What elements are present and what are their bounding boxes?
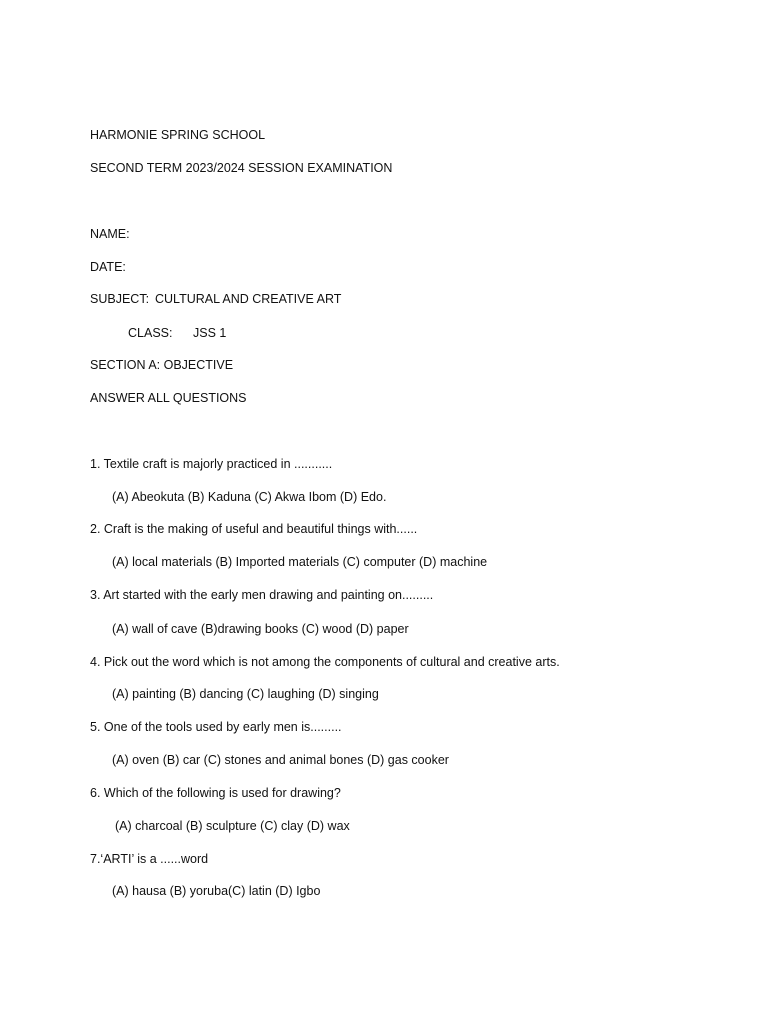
question-2: 2. Craft is the making of useful and beautiful things with...... <box>90 522 418 536</box>
question-4: 4. Pick out the word which is not among the components of cultural and creative arts. <box>90 655 560 669</box>
question-5: 5. One of the tools used by early men is......... <box>90 720 342 734</box>
class-label: CLASS: <box>128 326 173 340</box>
date-label: DATE: <box>90 260 126 274</box>
section-instruction: ANSWER ALL QUESTIONS <box>90 391 247 405</box>
school-name: HARMONIE SPRING SCHOOL <box>90 128 266 142</box>
question-7-options: (A) hausa (B) yoruba(C) latin (D) Igbo <box>112 884 321 898</box>
question-1-options: (A) Abeokuta (B) Kaduna (C) Akwa Ibom (D) Edo. <box>112 490 387 504</box>
question-7: 7.‘ARTI’ is a ......word <box>90 852 209 866</box>
question-3-options: (A) wall of cave (B)drawing books (C) wood (D) paper <box>112 622 409 636</box>
question-6-options: (A) charcoal (B) sculpture (C) clay (D) wax <box>115 819 350 833</box>
question-1: 1. Textile craft is majorly practiced in ........... <box>90 457 333 471</box>
exam-title: SECOND TERM 2023/2024 SESSION EXAMINATION <box>90 161 393 175</box>
question-3: 3. Art started with the early men drawing and painting on......... <box>90 588 434 602</box>
section-title: SECTION A: OBJECTIVE <box>90 358 234 372</box>
subject-value: CULTURAL AND CREATIVE ART <box>155 292 342 306</box>
question-4-options: (A) painting (B) dancing (C) laughing (D) singing <box>112 687 379 701</box>
question-2-options: (A) local materials (B) Imported materials (C) computer (D) machine <box>112 555 488 569</box>
class-value: JSS 1 <box>193 326 227 340</box>
question-6: 6. Which of the following is used for drawing? <box>90 786 341 800</box>
name-label: NAME: <box>90 227 130 241</box>
subject-label: SUBJECT: <box>90 292 150 306</box>
question-5-options: (A) oven (B) car (C) stones and animal bones (D) gas cooker <box>112 753 449 767</box>
